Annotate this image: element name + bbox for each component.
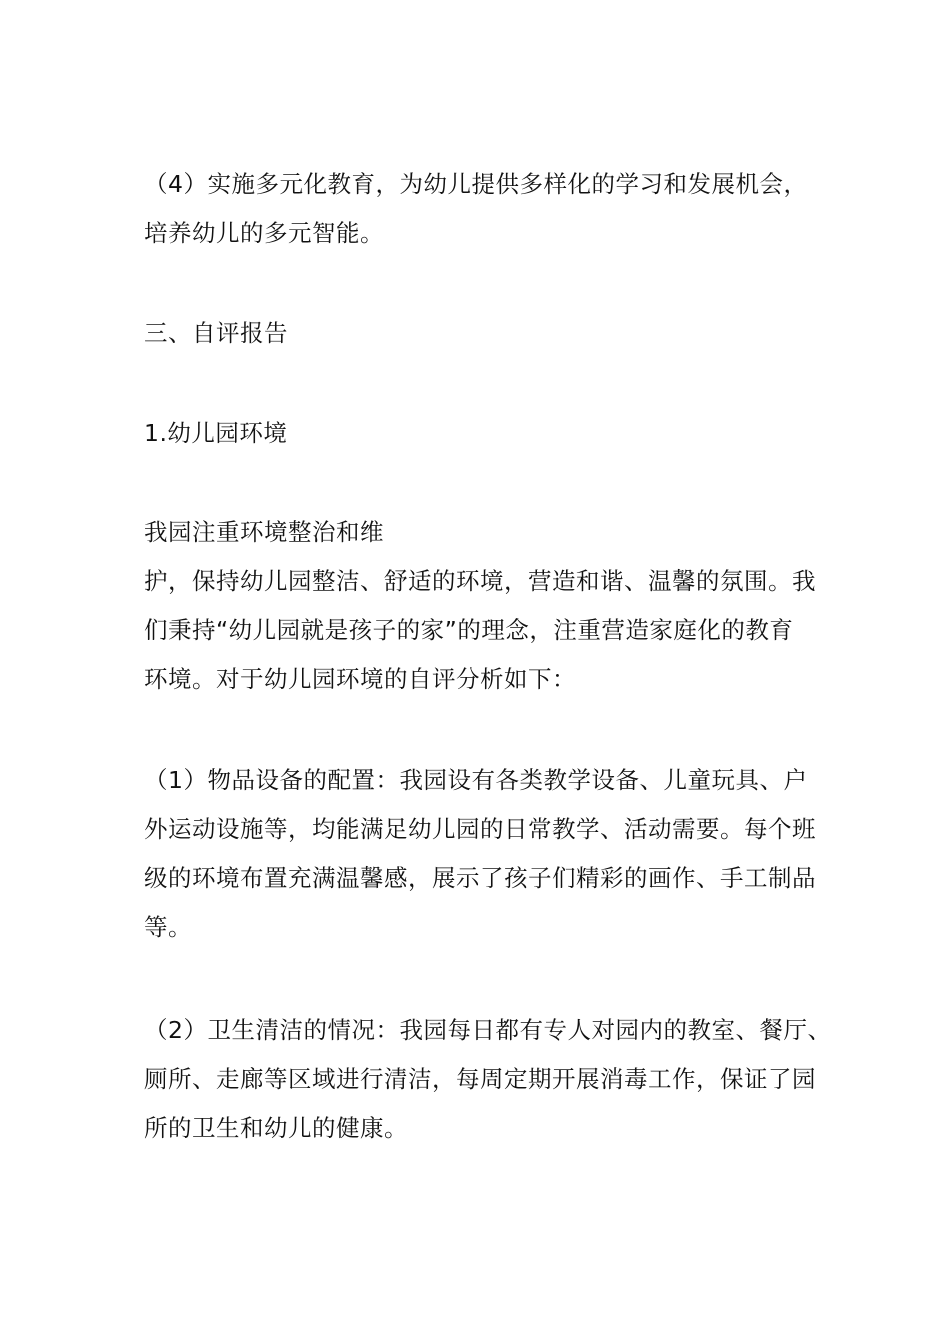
text-line: （2）卫生清洁的情况：我园每日都有专人对园内的教室、餐厅、 xyxy=(144,1016,832,1044)
text-line: 所的卫生和幼儿的健康。 xyxy=(144,1114,408,1142)
text-line: 我园注重环境整治和维 xyxy=(144,518,384,546)
paragraph-environment-intro xyxy=(144,508,816,704)
text-line: 们秉持“幼儿园就是孩子的家”的理念，注重营造家庭化的教育 xyxy=(144,616,794,644)
text-line: 外运动设施等，均能满足幼儿园的日常教学、活动需要。每个班 xyxy=(144,815,816,843)
paragraph-item-2-hygiene xyxy=(144,1006,832,1153)
heading-text: 1.幼儿园环境 xyxy=(144,419,288,447)
text-line: 培养幼儿的多元智能。 xyxy=(144,219,384,247)
heading-text: 三、自评报告 xyxy=(144,319,288,347)
text-line: （4）实施多元化教育，为幼儿提供多样化的学习和发展机会， xyxy=(144,170,808,198)
text-line: 等。 xyxy=(144,913,192,941)
paragraph-item-1-equipment xyxy=(144,756,816,952)
text-line: 级的环境布置充满温馨感，展示了孩子们精彩的画作、手工制品 xyxy=(144,864,816,892)
text-line: 护，保持幼儿园整洁、舒适的环境，营造和谐、温馨的氛围。我 xyxy=(144,567,816,595)
section-heading-self-evaluation xyxy=(144,309,816,358)
text-line: 厕所、走廊等区域进行清洁，每周定期开展消毒工作，保证了园 xyxy=(144,1065,816,1093)
paragraph-item-4 xyxy=(144,160,816,258)
text-line: 环境。对于幼儿园环境的自评分析如下： xyxy=(144,665,576,693)
subsection-heading-environment xyxy=(144,409,816,458)
text-line: （1）物品设备的配置：我园设有各类教学设备、儿童玩具、户 xyxy=(144,766,808,794)
